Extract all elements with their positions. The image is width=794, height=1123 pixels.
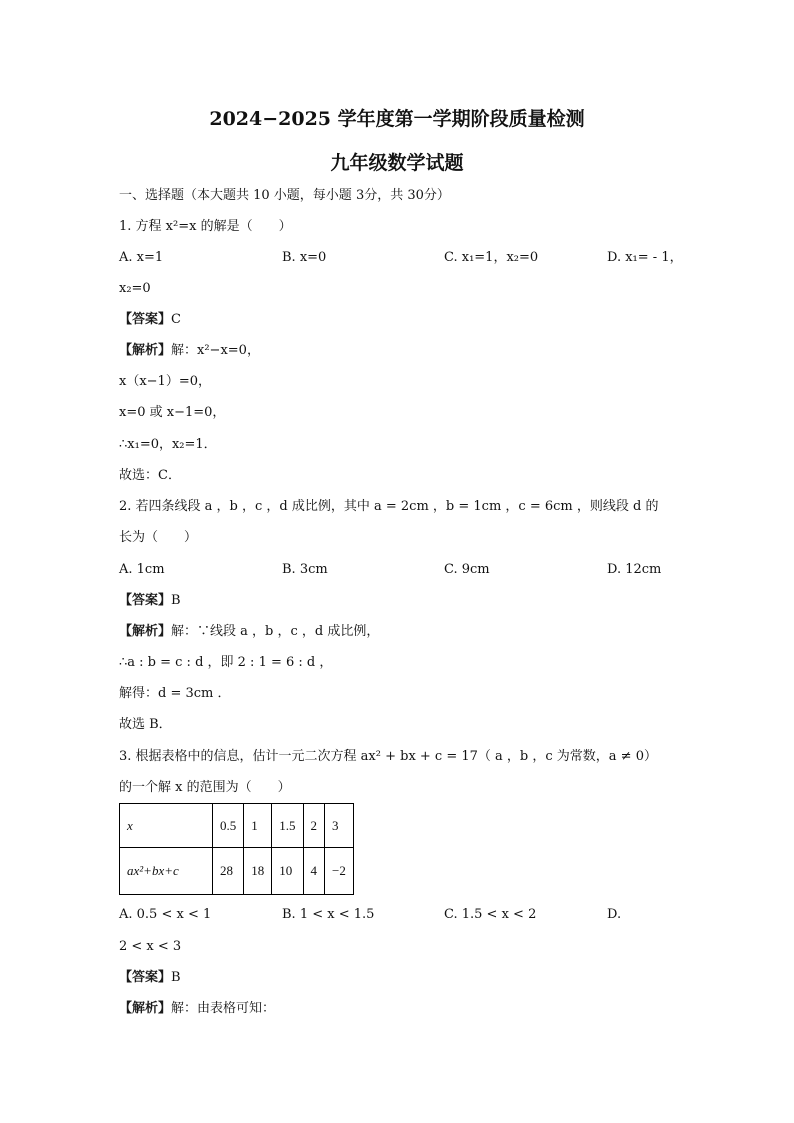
q2-option-a: A. 1cm bbox=[119, 562, 165, 577]
table-cell: 1.5 bbox=[272, 804, 303, 848]
answer-tag: 【答案】 bbox=[119, 593, 172, 608]
q3-option-c: C. 1.5 < x < 2 bbox=[444, 907, 537, 922]
answer-value: B bbox=[171, 970, 181, 985]
q1-step: 故选：C． bbox=[119, 468, 181, 483]
q2-stem: 2. 若四条线段 a ，b ，c ，d 成比例，其中 a = 2cm ，b = 1cm ，c = 6cm ，则线段 d 的 bbox=[119, 499, 659, 514]
q2-answer bbox=[119, 591, 181, 611]
answer-tag: 【答案】 bbox=[119, 312, 172, 327]
table-cell: 2 bbox=[303, 804, 325, 848]
q2-option-c: C. 9cm bbox=[444, 562, 490, 577]
q3-stem-cont: 的一个解 x 的范围为（ ） bbox=[119, 780, 291, 795]
q2-step: 故选 B． bbox=[119, 717, 172, 732]
q1-option-a: A. x=1 bbox=[119, 250, 164, 265]
q1-option-c: C. x₁=1，x₂=0 bbox=[444, 250, 539, 265]
answer-tag: 【答案】 bbox=[119, 970, 172, 985]
q3-option-d-cont: 2 < x < 3 bbox=[119, 939, 182, 954]
table-cell: 3 bbox=[325, 804, 354, 848]
answer-value: B bbox=[171, 593, 181, 608]
table-cell: x bbox=[120, 804, 213, 848]
table-cell: 10 bbox=[272, 848, 303, 895]
answer-value: C bbox=[171, 312, 181, 327]
q1-step: ∴x₁=0，x₂=1． bbox=[119, 437, 217, 452]
q2-option-b: B. 3cm bbox=[282, 562, 328, 577]
analysis-tag: 【解析】 bbox=[119, 343, 172, 358]
q3-answer bbox=[119, 968, 181, 988]
q3-option-b: B. 1 < x < 1.5 bbox=[282, 907, 375, 922]
analysis-tag: 【解析】 bbox=[119, 624, 172, 639]
q2-step: 解得：d = 3cm ． bbox=[119, 686, 231, 701]
page-subtitle: 九年级数学试题 bbox=[330, 152, 464, 174]
q3-analysis bbox=[119, 999, 275, 1019]
table-cell: 0.5 bbox=[213, 804, 244, 848]
q1-option-b: B. x=0 bbox=[282, 250, 327, 265]
analysis-text: 解：由表格可知： bbox=[171, 1001, 276, 1016]
q2-step: ∴a : b = c : d ，即 2 : 1 = 6 : d ， bbox=[119, 655, 333, 670]
q2-stem-cont: 长为（ ） bbox=[119, 530, 198, 545]
q3-value-table bbox=[119, 803, 354, 895]
q1-stem: 1. 方程 x²=x 的解是（ ） bbox=[119, 219, 292, 234]
q1-step: x（x−1）=0， bbox=[119, 374, 211, 389]
q1-step: x=0 或 x−1=0， bbox=[119, 405, 226, 420]
section-heading: 一、选择题（本大题共 10 小题，每小题 3分，共 30分） bbox=[119, 188, 450, 203]
q2-option-d: D. 12cm bbox=[607, 562, 662, 577]
analysis-tag: 【解析】 bbox=[119, 1001, 172, 1016]
page-title: 2024−2025 学年度第一学期阶段质量检测 bbox=[209, 108, 585, 130]
q2-analysis bbox=[119, 622, 379, 642]
analysis-text: 解：x²−x=0， bbox=[171, 343, 260, 358]
q3-option-a: A. 0.5 < x < 1 bbox=[119, 907, 212, 922]
q1-option-d-cont: x₂=0 bbox=[119, 281, 151, 296]
table-cell: −2 bbox=[325, 848, 354, 895]
table-cell: 28 bbox=[213, 848, 244, 895]
table-cell: 18 bbox=[244, 848, 272, 895]
analysis-text: 解：∵线段 a ，b ，c ，d 成比例， bbox=[171, 624, 380, 639]
table-row bbox=[120, 804, 354, 848]
table-row bbox=[120, 848, 354, 895]
q1-analysis bbox=[119, 341, 260, 361]
q1-answer bbox=[119, 310, 181, 330]
q3-stem: 3. 根据表格中的信息，估计一元二次方程 ax² + bx + c = 17（ a ，b ，c 为常数，a ≠ 0） bbox=[119, 749, 657, 764]
table-cell: ax²+bx+c bbox=[120, 848, 213, 895]
table-cell: 1 bbox=[244, 804, 272, 848]
table-cell: 4 bbox=[303, 848, 325, 895]
q1-option-d: D. x₁= - 1， bbox=[607, 250, 683, 265]
q3-option-d: D. bbox=[607, 907, 622, 922]
